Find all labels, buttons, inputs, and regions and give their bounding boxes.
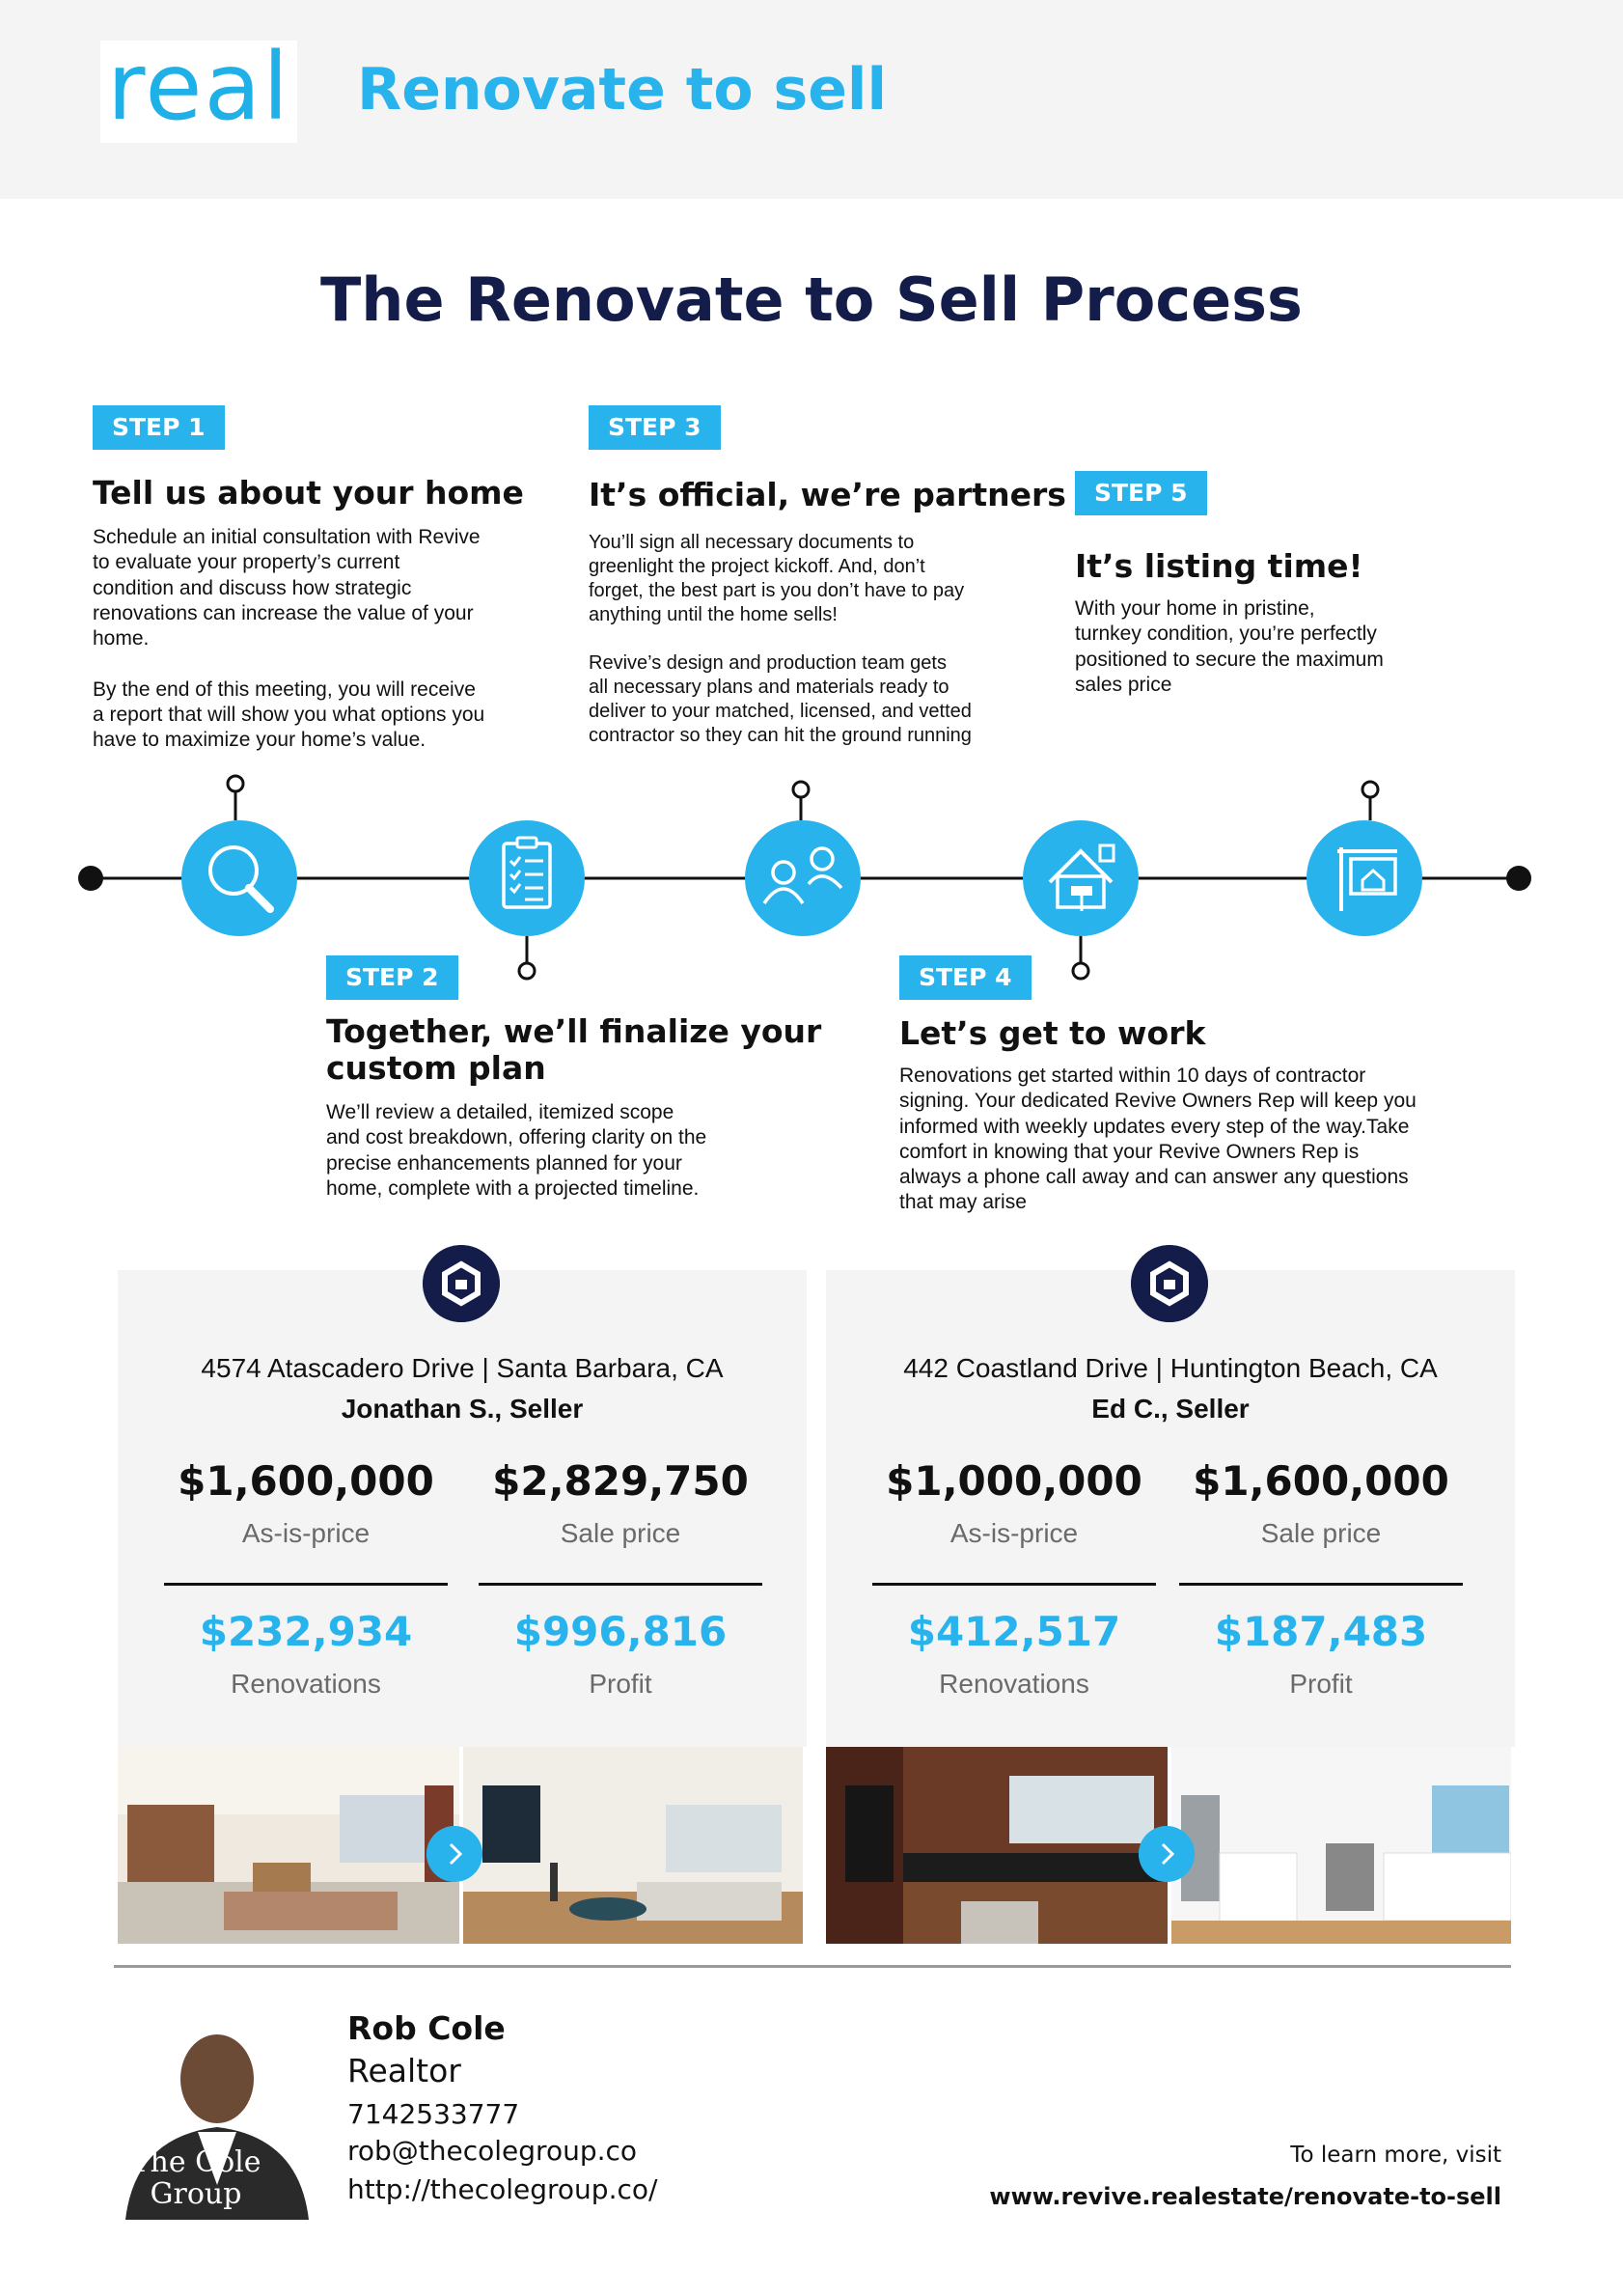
- as-is-price: $1,000,000: [886, 1457, 1142, 1505]
- step-4-badge: STEP 4: [899, 955, 1032, 1000]
- profit-value: $187,483: [1214, 1608, 1428, 1655]
- sale-price: $2,829,750: [492, 1457, 749, 1505]
- as-is-price-label: As-is-price: [241, 1518, 371, 1548]
- property-address: 4574 Atascadero Drive | Santa Barbara, CA: [201, 1353, 724, 1383]
- renovations-value: $232,934: [199, 1608, 413, 1655]
- step-3-heading: It’s official, we’re partners: [589, 476, 1066, 513]
- learn-more-text: To learn more, visit: [1290, 2143, 1501, 2168]
- agent-name: Rob Cole: [347, 2009, 506, 2047]
- sale-price-cell: [479, 1457, 762, 1549]
- agent-title: Realtor: [347, 2052, 461, 2089]
- divider-rule: [164, 1583, 448, 1586]
- renovations-cell: [872, 1608, 1156, 1700]
- house-paint-roller-icon: [1023, 820, 1139, 936]
- clipboard-checklist-icon: [469, 820, 585, 936]
- as-is-price-cell: [164, 1457, 448, 1549]
- step-4-heading: Let’s get to work: [899, 1014, 1206, 1052]
- as-is-price: $1,600,000: [178, 1457, 434, 1505]
- next-photo-button[interactable]: [1139, 1826, 1195, 1882]
- as-is-price-cell: [872, 1457, 1156, 1549]
- property-2-after-photo[interactable]: [1171, 1747, 1511, 1944]
- footer-divider: [114, 1965, 1511, 1968]
- step-2-body: We’ll review a detailed, itemized scope and cost breakdown, offering clarity on the precise enhancements planned for your home, complete with a projected timeline.: [326, 1101, 707, 1200]
- page-title: The Renovate to Sell Process: [320, 264, 1303, 335]
- agent-email[interactable]: rob@thecolegroup.co: [347, 2135, 638, 2167]
- renovations-label: Renovations: [939, 1669, 1089, 1699]
- property-1-after-photo[interactable]: [463, 1747, 803, 1944]
- real-logo[interactable]: [100, 33, 297, 143]
- agent-photo-caption: The Cole Group: [130, 2145, 261, 2211]
- people-icon: [745, 820, 861, 936]
- step-5-heading: It’s listing time!: [1075, 547, 1363, 585]
- profit-value: $996,816: [513, 1608, 728, 1655]
- agent-website[interactable]: http://thecolegroup.co/: [347, 2173, 658, 2205]
- profit-cell: [1179, 1608, 1463, 1700]
- step-2-badge: STEP 2: [326, 955, 458, 1000]
- property-card-2: [826, 1270, 1515, 1747]
- divider-rule: [479, 1583, 762, 1586]
- revive-logo-icon: [423, 1245, 500, 1322]
- agent-photo: [116, 2002, 318, 2220]
- property-2-before-photo[interactable]: [826, 1747, 1168, 1944]
- sale-price-cell: [1179, 1457, 1463, 1549]
- step-2-heading: Together, we’ll finalize your custom plan: [326, 1012, 822, 1087]
- property-address: 442 Coastland Drive | Huntington Beach, CA: [903, 1353, 1438, 1383]
- timeline-end-dot: [1506, 866, 1531, 891]
- step-1-body: Schedule an initial consultation with Revive to evaluate your property’s current condition and discuss how strategic renovations can increase the value of your home. By the end of this meeting, you will receive a report that will show you what options you have to maximize your home’s value.: [93, 526, 485, 751]
- sale-price: $1,600,000: [1193, 1457, 1449, 1505]
- step-1-badge: STEP 1: [93, 405, 225, 450]
- step-3-body: You’ll sign all necessary documents to greenlight the project kickoff. And, don’t forget, the best part is you don’t have to pay anything until the home sells! Revive’s design and production team gets all necessary plans and materials ready to deliver to your matched, licensed, and vetted contractor so they can hit the ground running: [589, 532, 972, 746]
- next-photo-button[interactable]: [426, 1826, 482, 1882]
- step-3-badge: STEP 3: [589, 405, 721, 450]
- magnifier-icon: [181, 820, 297, 936]
- property-card-1: [118, 1270, 807, 1747]
- property-seller: Ed C., Seller: [1091, 1394, 1250, 1424]
- step-1-heading: Tell us about your home: [93, 474, 524, 512]
- sale-price-label: Sale price: [1260, 1518, 1382, 1548]
- for-sale-sign-icon: [1307, 820, 1422, 936]
- process-timeline: [0, 753, 1623, 1023]
- property-1-before-photo[interactable]: [118, 1747, 459, 1944]
- property-seller: Jonathan S., Seller: [341, 1394, 584, 1424]
- learn-more-link[interactable]: www.revive.realestate/renovate-to-sell: [989, 2183, 1501, 2210]
- agent-phone[interactable]: 7142533777: [347, 2098, 520, 2130]
- renovations-value: $412,517: [907, 1608, 1121, 1655]
- timeline-start-dot: [78, 866, 103, 891]
- profit-label: Profit: [589, 1669, 652, 1699]
- divider-rule: [1179, 1583, 1463, 1586]
- header-title: Renovate to sell: [357, 56, 888, 124]
- profit-cell: [479, 1608, 762, 1700]
- as-is-price-label: As-is-price: [949, 1518, 1079, 1548]
- step-5-badge: STEP 5: [1075, 471, 1207, 515]
- divider-rule: [872, 1583, 1156, 1586]
- step-4-body: Renovations get started within 10 days of contractor signing. Your dedicated Revive Owners Rep will keep you informed with weekly updates every step of the way.Take comfort in knowing that your Revive Owners Rep is always a phone call away and can answer any questions that may arise: [899, 1065, 1417, 1214]
- revive-logo-icon: [1131, 1245, 1208, 1322]
- header-banner: [0, 0, 1623, 199]
- profit-label: Profit: [1289, 1669, 1353, 1699]
- renovations-cell: [164, 1608, 448, 1700]
- sale-price-label: Sale price: [560, 1518, 681, 1548]
- logo-text: real: [107, 33, 290, 141]
- renovations-label: Renovations: [231, 1669, 381, 1699]
- step-5-body: With your home in pristine, turnkey condition, you’re perfectly positioned to secure the maximum sales price: [1075, 597, 1384, 696]
